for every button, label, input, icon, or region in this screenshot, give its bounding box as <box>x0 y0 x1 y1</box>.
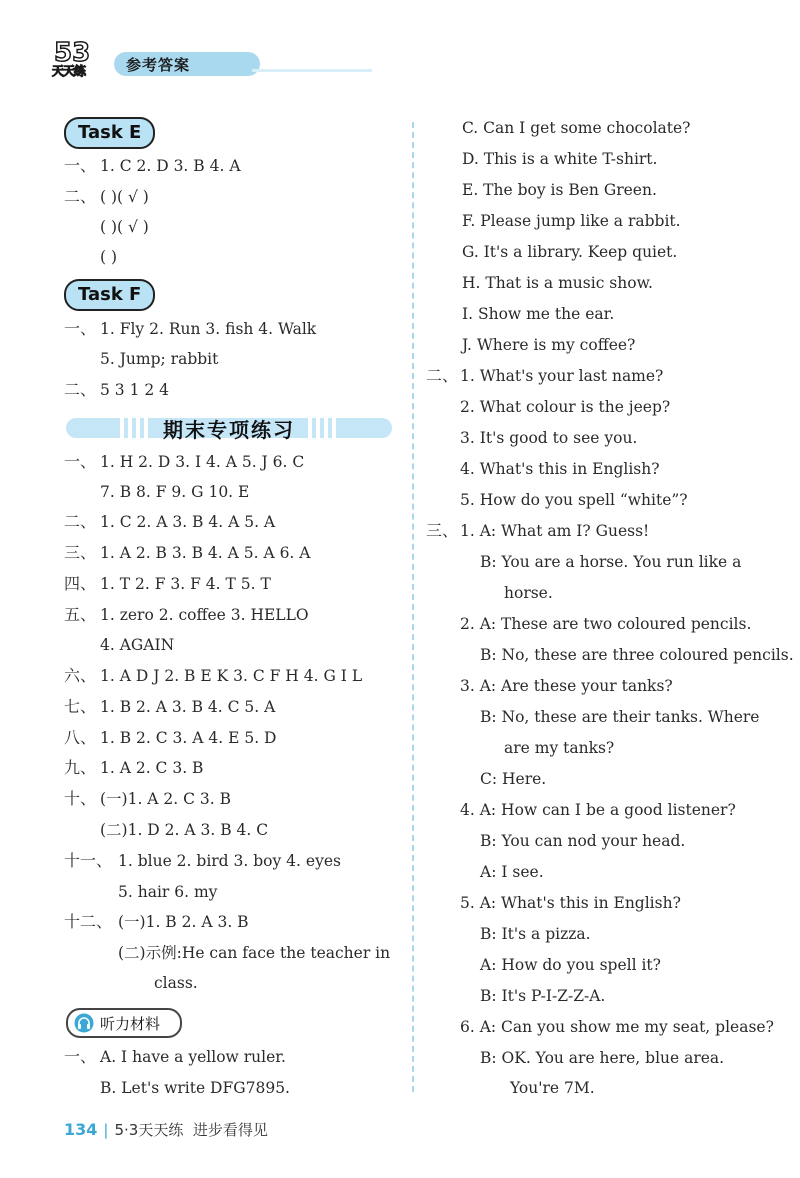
answer-line: I. Show me the ear. <box>462 305 615 323</box>
answer-line: 1. A: What am I? Guess! <box>460 522 650 540</box>
page-number: 134 <box>64 1120 98 1139</box>
logo-sub: 天天练 <box>52 64 86 78</box>
answer-line: 1. zero 2. coffee 3. HELLO <box>100 606 309 624</box>
answer-line: 6. A: Can you show me my seat, please? <box>460 1018 774 1036</box>
answer-line: (二)示例:He can face the teacher in <box>118 944 391 962</box>
answer-line: 1. T 2. F 3. F 4. T 5. T <box>100 575 271 593</box>
question-number: 三、 <box>426 521 459 540</box>
answer-line: F. Please jump like a rabbit. <box>462 212 681 230</box>
answer-line: 1. A D J 2. B E K 3. C F H 4. G I L <box>100 667 363 685</box>
answer-line: horse. <box>504 584 553 602</box>
answer-line: You're 7M. <box>510 1079 595 1097</box>
question-number: 二、 <box>426 366 459 385</box>
question-number: 五、 <box>64 605 97 624</box>
question-number: 十二、 <box>64 912 113 931</box>
answer-line: 1. C 2. A 3. B 4. A 5. A <box>100 513 276 531</box>
final-practice-banner <box>66 414 392 440</box>
answer-line: A: I see. <box>480 863 544 881</box>
answer-line: (二)1. D 2. A 3. B 4. C <box>100 821 269 839</box>
question-number: 十一、 <box>64 851 113 870</box>
answer-line: (一)1. A 2. C 3. B <box>100 790 232 808</box>
answer-line: 5. A: What's this in English? <box>460 894 681 912</box>
answer-line: 4. A: How can I be a good listener? <box>460 801 736 819</box>
answer-line: 5. Jump; rabbit <box>100 350 219 368</box>
task-f-heading: Task F <box>64 279 155 311</box>
answer-line: B: You can nod your head. <box>480 832 686 850</box>
answer-line: ( ) <box>100 248 118 266</box>
answer-line: B. Let's write DFG7895. <box>100 1079 290 1097</box>
answer-line: H. That is a music show. <box>462 274 653 292</box>
answer-line: 5. hair 6. my <box>118 883 218 901</box>
answer-line: 3. A: Are these your tanks? <box>460 677 673 695</box>
answer-line: ( )( √ ) <box>100 218 149 236</box>
question-number: 三、 <box>64 543 97 562</box>
answer-line: 1. blue 2. bird 3. boy 4. eyes <box>118 852 341 870</box>
answer-line: A: How do you spell it? <box>480 956 661 974</box>
question-number: 四、 <box>64 574 97 593</box>
answer-line: 5 3 1 2 4 <box>100 381 170 399</box>
answer-line: 4. AGAIN <box>100 636 175 654</box>
question-number: 一、 <box>64 1047 97 1066</box>
page-footer: 134 | 5·3天天练 进步看得见 <box>64 1120 268 1139</box>
question-number: 八、 <box>64 728 97 747</box>
task-e-heading: Task E <box>64 117 155 149</box>
answer-line: 1. A 2. C 3. B <box>100 759 204 777</box>
answer-line: 7. B 8. F 9. G 10. E <box>100 483 250 501</box>
answer-line: 1. B 2. A 3. B 4. C 5. A <box>100 698 276 716</box>
answer-line: 1. C 2. D 3. B 4. A <box>100 157 241 175</box>
slogan: 进步看得见 <box>192 1121 268 1139</box>
answer-line: ( )( √ ) <box>100 188 149 206</box>
series-name: 5·3天天练 <box>114 1121 184 1139</box>
final-practice-title: 期末专项练习 <box>163 418 295 442</box>
answer-line: G. It's a library. Keep quiet. <box>462 243 678 261</box>
answer-line: 1. B 2. C 3. A 4. E 5. D <box>100 729 277 747</box>
answer-line: E. The boy is Ben Green. <box>462 181 657 199</box>
question-number: 七、 <box>64 697 97 716</box>
column-divider <box>412 122 414 1092</box>
question-number: 六、 <box>64 666 97 685</box>
answer-line: 1. A 2. B 3. B 4. A 5. A 6. A <box>100 544 311 562</box>
header-rule <box>252 69 372 72</box>
answer-line: B: You are a horse. You run like a <box>480 553 742 571</box>
answer-line: class. <box>154 974 198 992</box>
answer-line: (一)1. B 2. A 3. B <box>118 913 249 931</box>
listening-material-heading <box>66 1008 182 1038</box>
answer-line: A. I have a yellow ruler. <box>100 1048 286 1066</box>
answer-line: 5. How do you spell “white”? <box>460 491 688 509</box>
answer-line: B: No, these are their tanks. Where <box>480 708 760 726</box>
answer-line: J. Where is my coffee? <box>462 336 636 354</box>
answer-line: are my tanks? <box>504 739 615 757</box>
answer-line: 1. H 2. D 3. I 4. A 5. J 6. C <box>100 453 305 471</box>
question-number: 二、 <box>64 187 97 206</box>
answer-line: 1. What's your last name? <box>460 367 664 385</box>
question-number: 二、 <box>64 380 97 399</box>
question-number: 二、 <box>64 512 97 531</box>
question-number: 九、 <box>64 758 97 777</box>
question-number: 一、 <box>64 452 97 471</box>
answer-key-tag-label: 参考答案 <box>126 56 191 74</box>
answer-line: C: Here. <box>480 770 547 788</box>
answer-line: C. Can I get some chocolate? <box>462 119 691 137</box>
answer-line: 3. It's good to see you. <box>460 429 638 447</box>
answer-line: B: No, these are three coloured pencils. <box>480 646 794 664</box>
headphones-icon <box>74 1013 94 1033</box>
answer-key-tag <box>114 52 260 76</box>
answer-line: 1. Fly 2. Run 3. fish 4. Walk <box>100 320 317 338</box>
answer-line: 2. A: These are two coloured pencils. <box>460 615 752 633</box>
question-number: 十、 <box>64 789 97 808</box>
logo-main: 53 <box>54 38 91 68</box>
answer-line: B: It's a pizza. <box>480 925 591 943</box>
answer-line: 2. What colour is the jeep? <box>460 398 671 416</box>
logo <box>52 40 104 84</box>
answer-line: 4. What's this in English? <box>460 460 660 478</box>
question-number: 一、 <box>64 319 97 338</box>
listening-material-label: 听力材料 <box>100 1015 161 1033</box>
answer-line: D. This is a white T-shirt. <box>462 150 658 168</box>
answer-line: B: OK. You are here, blue area. <box>480 1049 725 1067</box>
answer-line: B: It's P-I-Z-Z-A. <box>480 987 606 1005</box>
question-number: 一、 <box>64 156 97 175</box>
